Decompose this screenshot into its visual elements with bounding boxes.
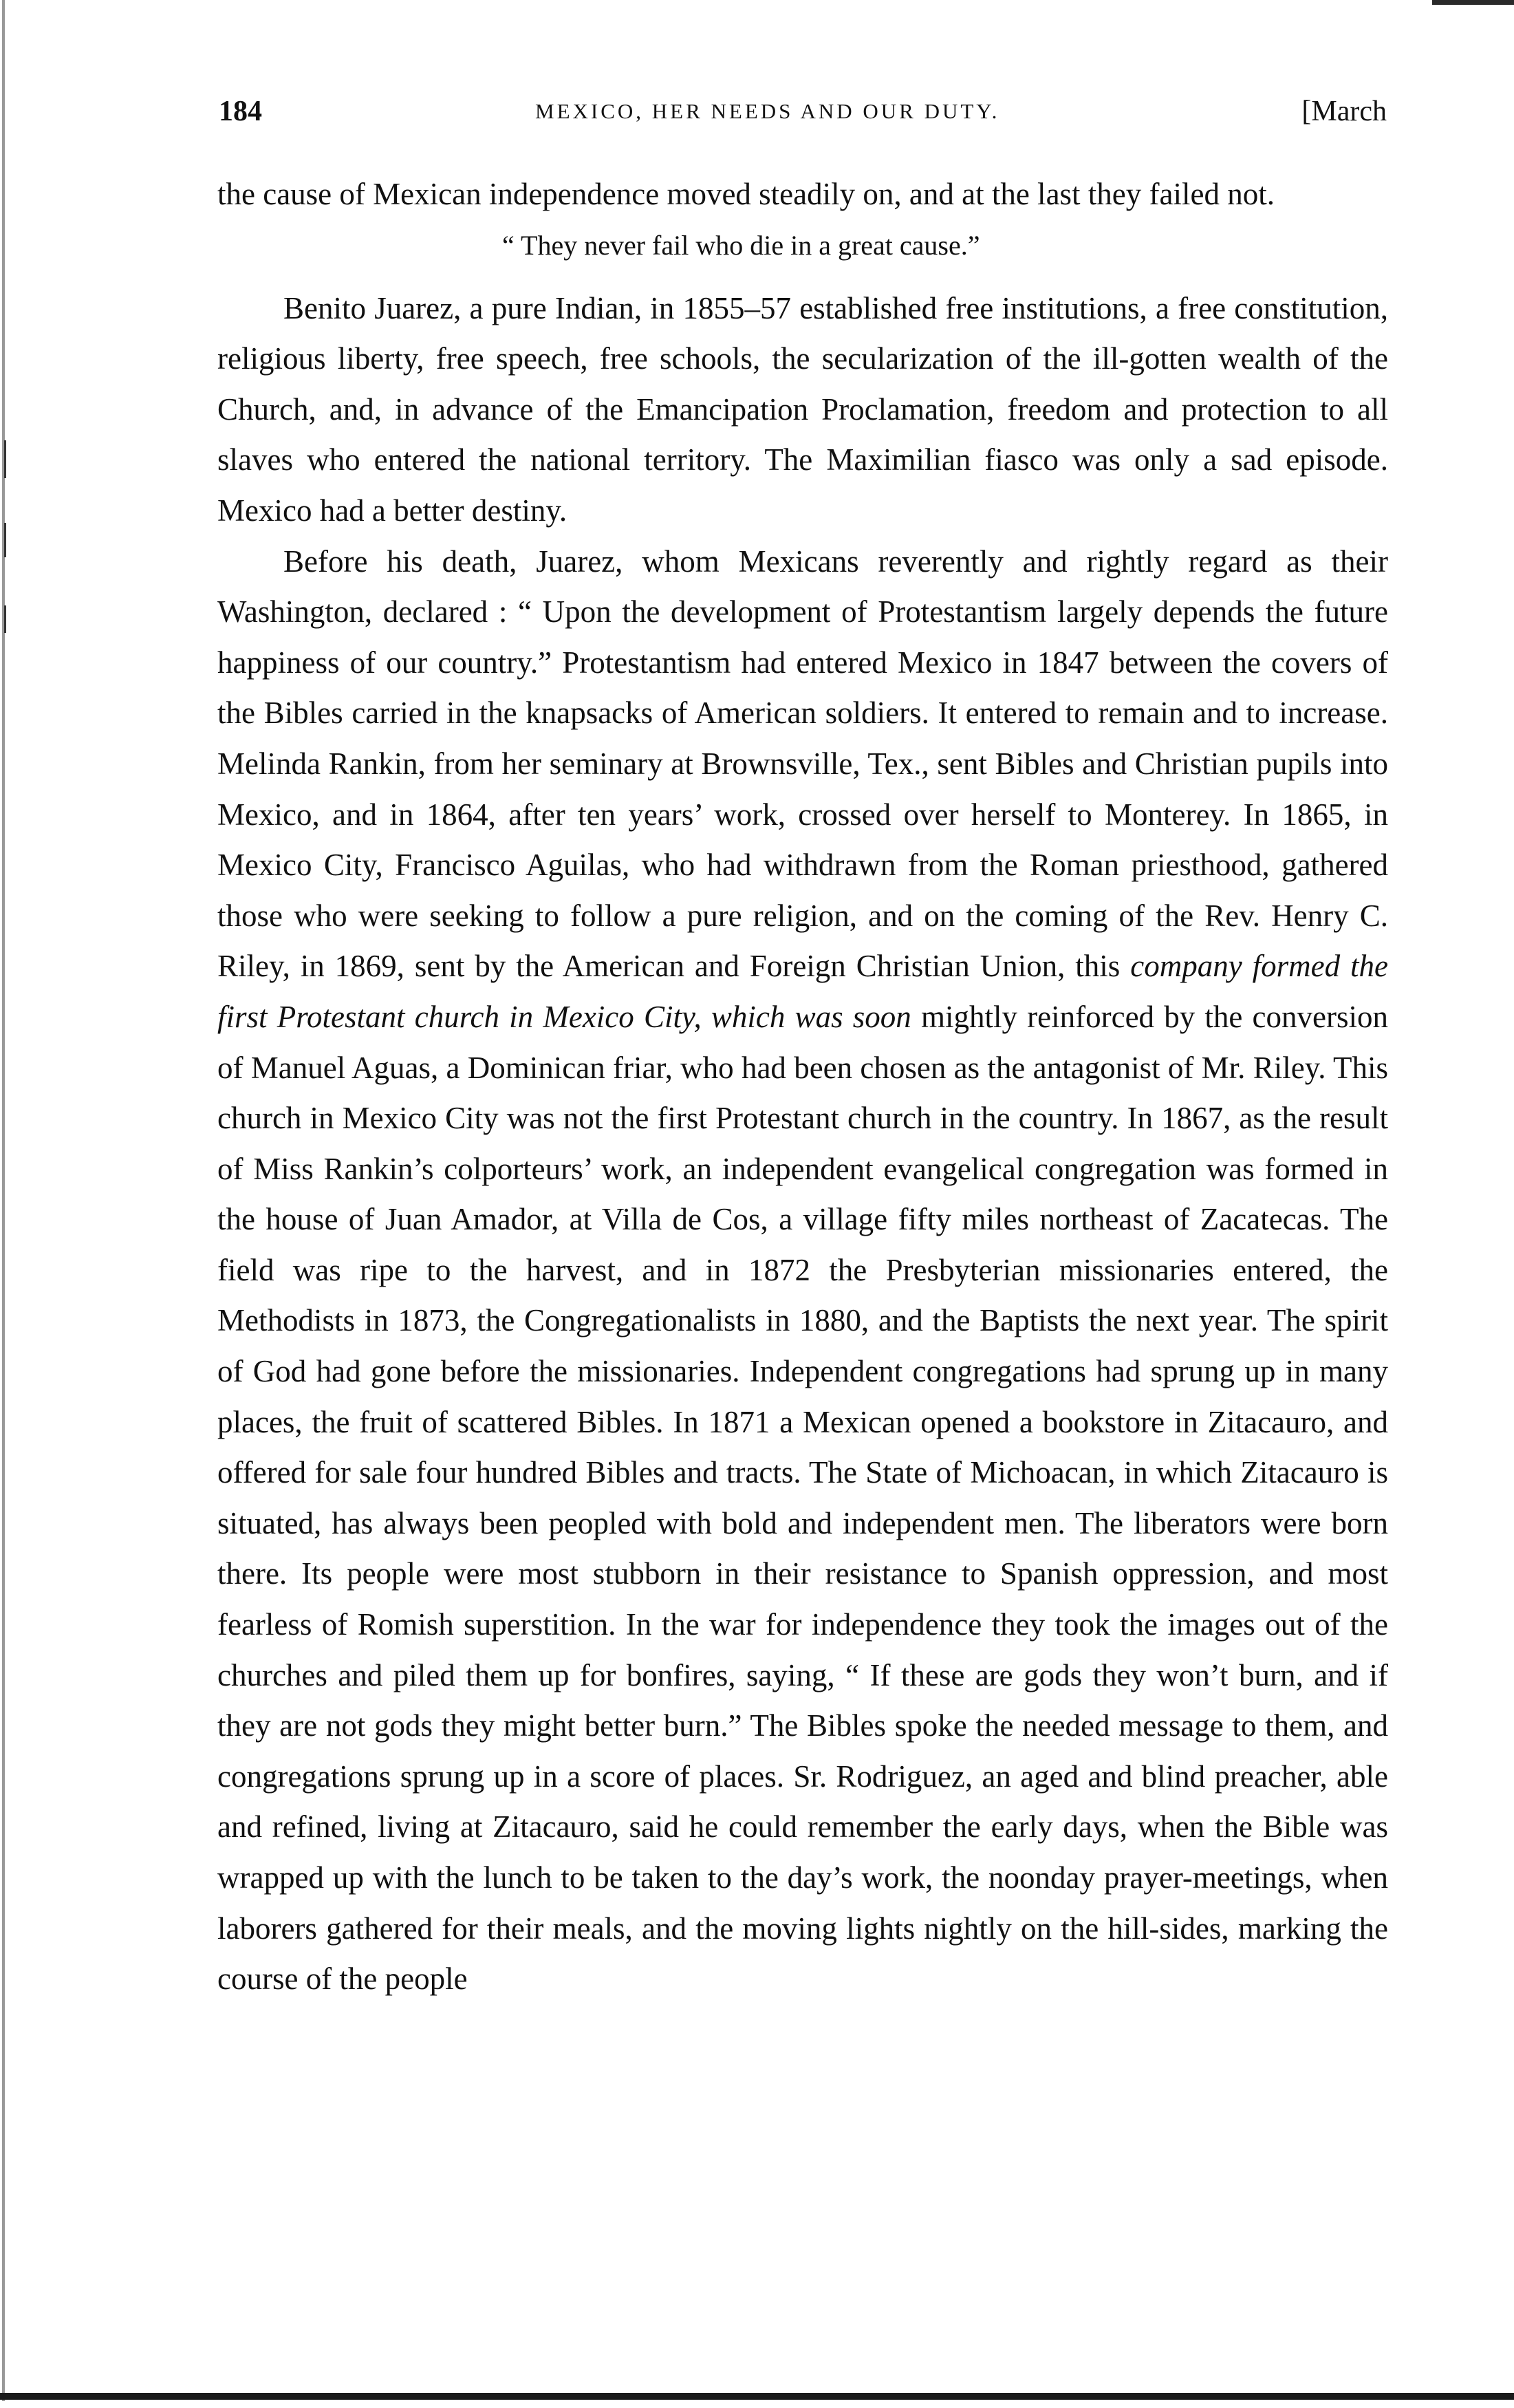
paragraph-continuation: the cause of Mexican independence moved steadily on, and at the last they failed not.	[217, 177, 1275, 211]
scan-mark	[4, 605, 6, 633]
paragraph-protestantism	[217, 537, 1388, 2005]
header-month: [March	[1301, 96, 1387, 127]
body-text	[217, 169, 1388, 2005]
scan-mark	[4, 523, 6, 557]
scan-edge-top-right	[1432, 0, 1514, 5]
paragraph-text: Before his death, Juarez, whom Mexicans reverently and rightly regard as their Washington, declared : “ Upon the development of Protestantism largely depends the future happiness of our country.” Protestantism had entered Mexico in 1847 between the covers of the Bibles carried in the knapsacks of American soldiers. It entered to remain and to increase. Melinda Rankin, from her seminary at Brownsville, Tex., sent Bibles and Christian pupils into Mexico, and in 1864, after ten years’ work, crossed over herself to Monterey. In 1865, in Mexico City, Francisco Aguilas, who had withdrawn from the Roman priesthood, gathered those who were seeking to follow a pure religion, and on the coming of the Rev. Henry C. Riley, in 1869, sent by the American and Foreign Christian Union, this	[217, 544, 1388, 984]
page-number: 184	[219, 96, 262, 127]
paragraph-juarez: Benito Juarez, a pure Indian, in 1855–57 established free institutions, a free constitution, religious liberty, free speech, free schools, the secularization of the ill-gotten wealth of the Church, and, in advance of the Emancipation Proclamation, freedom and protection to all slaves who entered the national territory. The Maximilian fiasco was only a sad episode. Mexico had a better destiny.	[217, 290, 1388, 528]
paragraph-text: mightly reinforced by the conversion of Manuel Aguas, a Dominican friar, who had been chosen as the antagonist of Mr. Riley. This church in Mexico City was not the first Protestant church in the country. In 1867, as the result of Miss Rankin’s colporteurs’ work, an independent evangelical congregation was formed in the house of Juan Amador, at Villa de Cos, a village fifty miles northeast of Zacatecas. The field was ripe to the harvest, and in 1872 the Presbyterian missionaries entered, the Methodists in 1873, the Congregationalists in 1880, and the Baptists the next year. The spirit of God had gone before the missionaries. Independent congregations had sprung up in many places, the fruit of scattered Bibles. In 1871 a Mexican opened a bookstore in Zitacauro, and offered for sale four hundred Bibles and tracts. The State of Michoacan, in which Zitacauro is situated, has always been peopled with bold and independent men. The liberators were born there. Its people were most stubborn in their resistance to Spanish oppression, and most fearless of Romish superstition. In the war for independence they took the images out of the churches and piled them up for bonfires, saying, “ If these are gods they won’t burn, and if they are not gods they might better burn.” The Bibles spoke the needed message to them, and congregations sprung up in a score of places. Sr. Rodriguez, an aged and blind preacher, able and refined, living at Zitacauro, said he could remember the early days, when the Bible was wrapped up with the lunch to be taken to the day’s work, the noonday prayer-meetings, when laborers gathered for their meals, and the moving lights nightly on the hill-sides, marking the course of the people	[217, 999, 1389, 1997]
scan-edge-bottom	[0, 2393, 1514, 2400]
quotation: “ They never fail who die in a great cause.”	[502, 229, 980, 261]
running-head: MEXICO, HER NEEDS AND OUR DUTY.	[535, 99, 1000, 123]
page-header	[219, 95, 1387, 136]
italic-text: company formed the first Protestant church in Mexico City, which was soon	[217, 949, 1388, 1034]
scan-mark	[4, 440, 6, 478]
scan-edge-left	[2, 0, 5, 2401]
